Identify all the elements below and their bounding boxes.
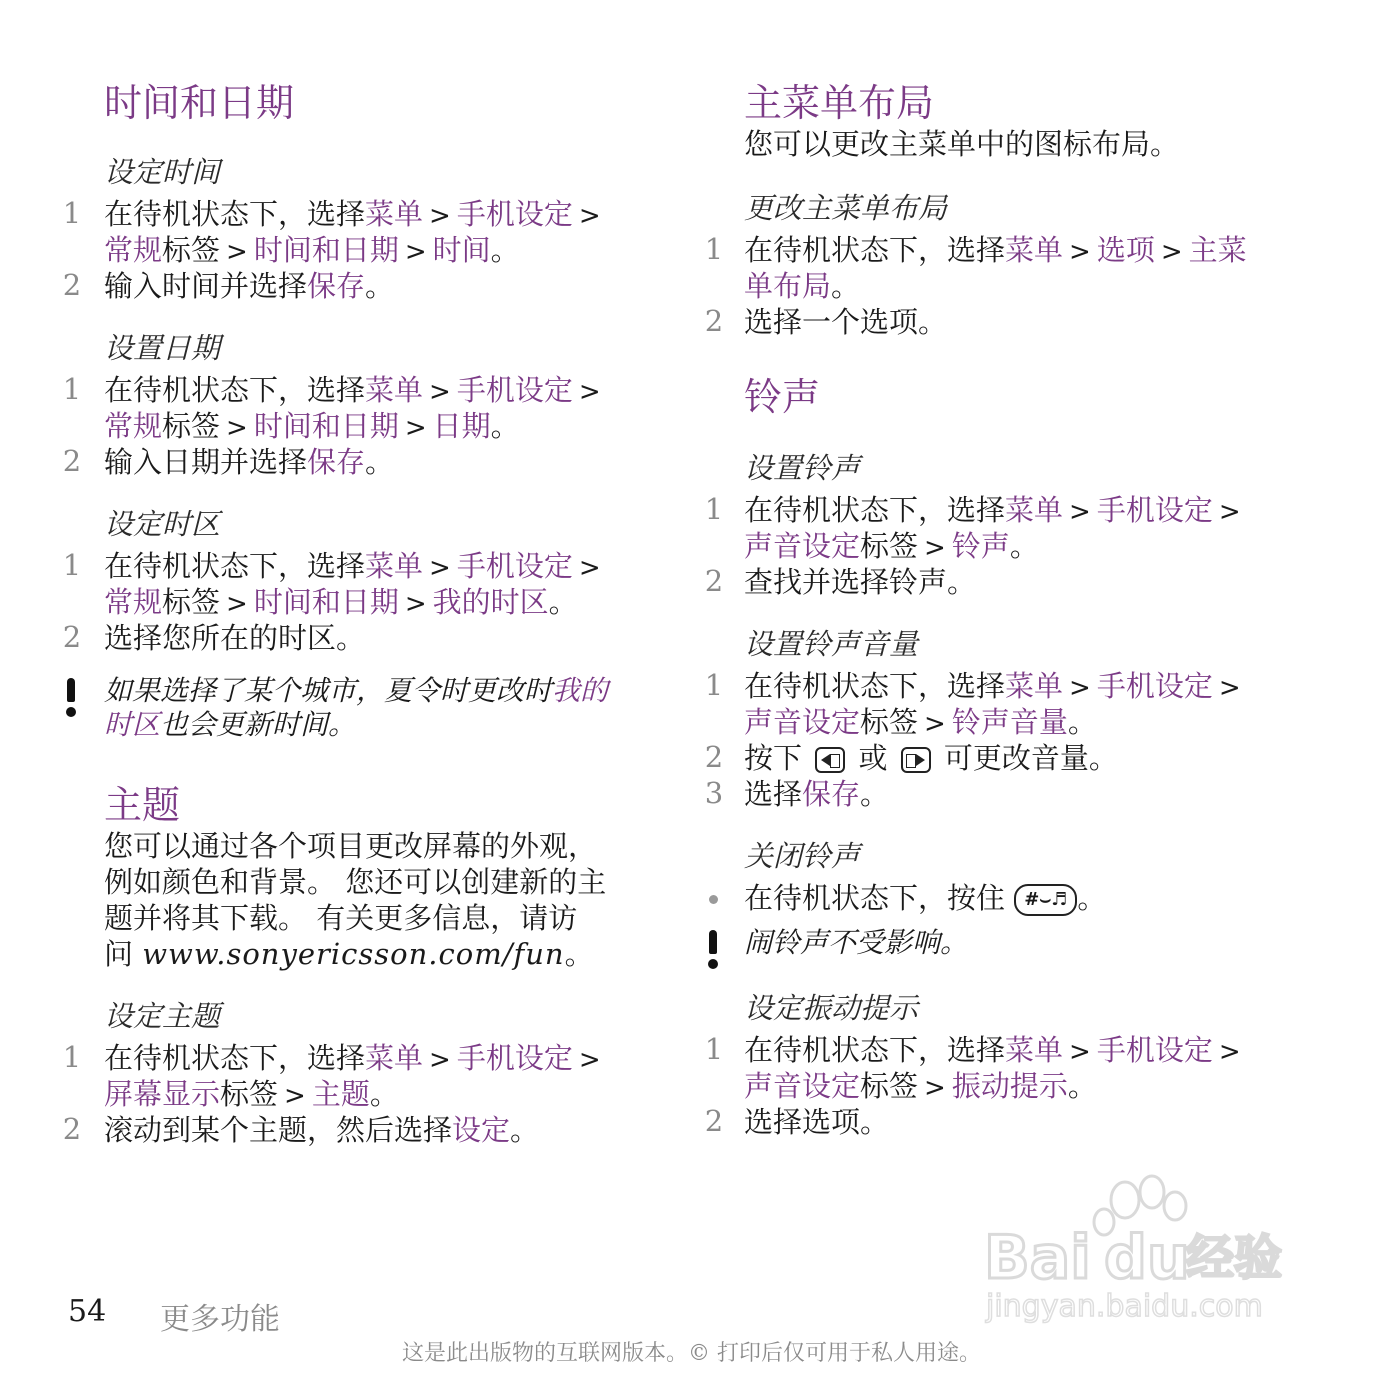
step-number: 2 <box>62 620 82 654</box>
step-number: 1 <box>704 1032 724 1066</box>
step-number: 3 <box>704 776 724 810</box>
hash-silent-key-icon: #⌣♬ <box>1014 884 1077 916</box>
step-text: 在待机状态下，选择菜单 > 手机设定 > <box>104 549 601 583</box>
page-number: 54 <box>68 1294 107 1329</box>
subheading-mute: 关闭铃声 <box>744 839 861 873</box>
subheading-set-time: 设定时间 <box>104 155 221 189</box>
subheading-set-volume: 设置铃声音量 <box>744 627 919 661</box>
step-text: 在待机状态下，选择菜单 > 选项 > 主菜 <box>744 233 1247 267</box>
step-text-cont: 声音设定标签 > 振动提示。 <box>744 1069 1097 1103</box>
subheading-set-ringtone: 设置铃声 <box>744 451 861 485</box>
note-text: 闹铃声不受影响。 <box>744 926 969 959</box>
website-url: www.sonyericsson.com/fun <box>142 937 565 971</box>
step-text: 滚动到某个主题，然后选择设定。 <box>104 1113 540 1147</box>
theme-paragraph: 题并将其下载。 有关更多信息，请访 <box>104 901 578 935</box>
note-text: 如果选择了某个城市，夏令时更改时我的 <box>104 674 609 707</box>
step-text: 在待机状态下，选择菜单 > 手机设定 > <box>744 493 1241 527</box>
step-number: 1 <box>62 196 82 230</box>
step-text: 在待机状态下，选择菜单 > 手机设定 > <box>104 1041 601 1075</box>
watermark-logo-du: du <box>1104 1223 1190 1293</box>
section-title-ringtone: 铃声 <box>744 375 821 419</box>
step-text: 在待机状态下，选择菜单 > 手机设定 > <box>104 197 601 231</box>
step-text: 在待机状态下，选择菜单 > 手机设定 > <box>744 669 1241 703</box>
volume-down-key-icon <box>815 747 845 773</box>
menu-layout-paragraph: 您可以更改主菜单中的图标布局。 <box>744 127 1180 161</box>
step-text: 按下 或 可更改音量。 <box>744 741 1118 775</box>
step-number: 2 <box>704 740 724 774</box>
watermark-logo-bai: Bai <box>984 1223 1091 1293</box>
step-number: 1 <box>62 1040 82 1074</box>
section-title-theme: 主题 <box>104 783 181 827</box>
step-text: 选择一个选项。 <box>744 305 948 339</box>
step-text: 在待机状态下，按住 #⌣♬ 。 <box>744 881 1107 915</box>
step-number: 2 <box>62 1112 82 1146</box>
copyright-note: 这是此出版物的互联网版本。© 打印后仅可用于私人用途。 <box>402 1341 981 1366</box>
step-text: 输入时间并选择保存。 <box>104 269 395 303</box>
theme-paragraph: 问 www.sonyericsson.com/fun。 <box>104 937 594 971</box>
step-text: 选择选项。 <box>744 1105 890 1139</box>
theme-paragraph: 您可以通过各个项目更改屏幕的外观， <box>104 829 598 863</box>
step-number: 1 <box>62 548 82 582</box>
section-title-menu-layout: 主菜单布局 <box>744 81 935 125</box>
step-text-cont: 常规标签 > 时间和日期 > 我的时区。 <box>104 585 578 619</box>
bullet-icon <box>709 895 718 904</box>
step-number: 1 <box>704 668 724 702</box>
step-number: 1 <box>704 232 724 266</box>
step-number: 1 <box>62 372 82 406</box>
step-number: 2 <box>62 268 82 302</box>
step-text-cont: 常规标签 > 时间和日期 > 日期。 <box>104 409 520 443</box>
baidu-jingyan-watermark <box>980 1170 1300 1330</box>
menu-link: 菜单 <box>365 197 424 231</box>
step-number: 2 <box>704 564 724 598</box>
subheading-set-theme: 设定主题 <box>104 999 221 1033</box>
step-text: 输入日期并选择保存。 <box>104 445 395 479</box>
step-number: 1 <box>704 492 724 526</box>
step-number: 2 <box>62 444 82 478</box>
step-number: 2 <box>704 304 724 338</box>
step-number: 2 <box>704 1104 724 1138</box>
step-text-cont: 声音设定标签 > 铃声。 <box>744 529 1039 563</box>
step-text-cont: 单布局。 <box>744 269 861 303</box>
theme-paragraph: 例如颜色和背景。 您还可以创建新的主 <box>104 865 607 899</box>
note-text-cont: 时区也会更新时间。 <box>104 708 357 741</box>
step-text: 在待机状态下，选择菜单 > 手机设定 > <box>744 1033 1241 1067</box>
watermark-url: jingyan.baidu.com <box>986 1289 1263 1324</box>
step-text: 查找并选择铃声。 <box>744 565 977 599</box>
step-text: 选择保存。 <box>744 777 890 811</box>
watermark-logo-jingyan: 经验 <box>1186 1230 1283 1286</box>
step-text: 在待机状态下，选择菜单 > 手机设定 > <box>104 373 601 407</box>
section-title-time-date: 时间和日期 <box>104 81 295 125</box>
subheading-set-date: 设置日期 <box>104 331 221 365</box>
step-text-cont: 屏幕显示标签 > 主题。 <box>104 1077 399 1111</box>
volume-up-key-icon <box>901 747 931 773</box>
step-text-cont: 常规标签 > 时间和日期 > 时间。 <box>104 233 520 267</box>
subheading-vibrate: 设定振动提示 <box>744 991 919 1025</box>
section-name: 更多功能 <box>160 1302 280 1337</box>
step-text: 选择您所在的时区。 <box>104 621 366 655</box>
step-text-cont: 声音设定标签 > 铃声音量。 <box>744 705 1097 739</box>
subheading-change-layout: 更改主菜单布局 <box>744 191 948 225</box>
subheading-set-zone: 设定时区 <box>104 507 221 541</box>
